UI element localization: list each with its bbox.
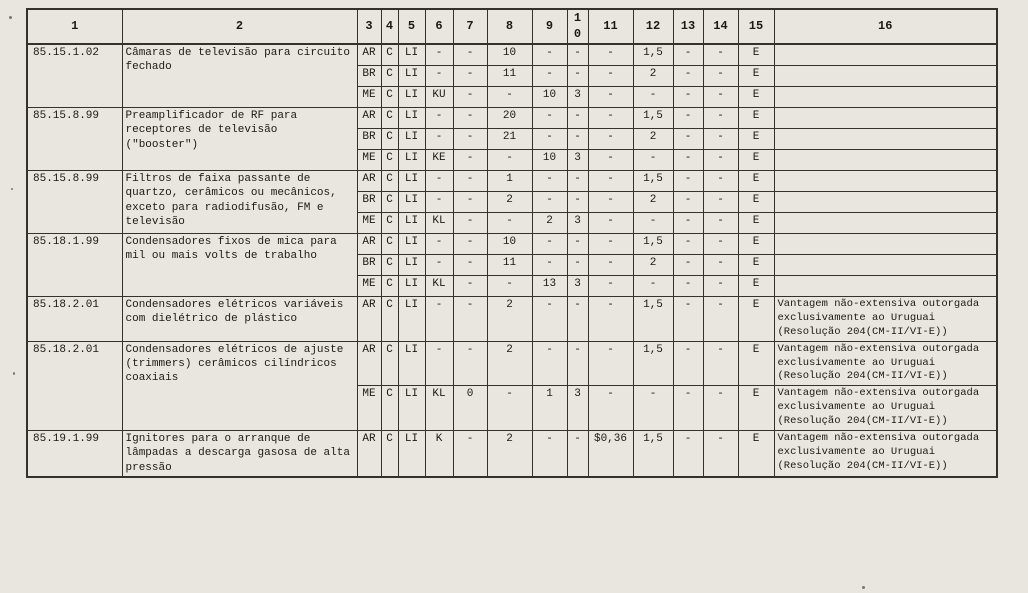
value-cell: - [588,276,633,297]
code-cell: 85.15.8.99 [27,108,122,171]
country-cell: AR [357,234,381,255]
value-cell: 3 [567,276,588,297]
value-cell: 20 [487,108,532,129]
value-cell: LI [398,66,425,87]
value-cell: - [588,341,633,386]
value-cell: C [381,108,398,129]
column-header: 16 [774,9,997,44]
value-cell: - [588,386,633,431]
value-cell: E [738,108,774,129]
value-cell: - [703,430,738,476]
value-cell: E [738,66,774,87]
value-cell: 1 [487,171,532,192]
value-cell: - [703,87,738,108]
description-cell: Ignitores para o arranque de lâmpadas a descarga gasosa de alta pressão [122,430,357,476]
value-cell: - [673,234,703,255]
code-cell: 85.18.1.99 [27,234,122,297]
value-cell: LI [398,234,425,255]
note-cell: Vantagem não-extensiva outorgada exclusivamente ao Uruguai (Resolução 204(CM-II/VI-E)) [774,430,997,476]
value-cell: 3 [567,386,588,431]
description-cell: Filtros de faixa passante de quartzo, cerâmicos ou mecânicos, exceto para radiodifusão, FM e televisão [122,171,357,234]
value-cell: - [673,192,703,213]
column-header: 5 [398,9,425,44]
value-cell: - [588,255,633,276]
value-cell: 11 [487,255,532,276]
note-cell [774,129,997,150]
note-cell: Vantagem não-extensiva outorgada exclusivamente ao Uruguai (Resolução 204(CM-II/VI-E)) [774,297,997,342]
value-cell: - [588,66,633,87]
value-cell: LI [398,430,425,476]
value-cell: 11 [487,66,532,87]
value-cell: - [453,44,487,66]
value-cell: - [487,213,532,234]
document-scan [26,8,998,478]
country-cell: BR [357,192,381,213]
value-cell: C [381,150,398,171]
value-cell: - [703,297,738,342]
value-cell: - [567,234,588,255]
description-cell: Condensadores elétricos variáveis com dielétrico de plástico [122,297,357,342]
description-cell: Condensadores fixos de mica para mil ou mais volts de trabalho [122,234,357,297]
value-cell: - [703,213,738,234]
country-cell: BR [357,129,381,150]
value-cell: - [453,255,487,276]
value-cell: 2 [633,255,673,276]
value-cell: 2 [487,341,532,386]
value-cell: - [453,192,487,213]
value-cell: 10 [532,87,567,108]
value-cell: LI [398,192,425,213]
value-cell: LI [398,255,425,276]
value-cell: - [673,66,703,87]
column-header: 9 [532,9,567,44]
value-cell: - [673,44,703,66]
value-cell: KL [425,213,453,234]
value-cell: - [703,276,738,297]
value-cell: - [567,171,588,192]
value-cell: - [567,108,588,129]
value-cell: 2 [487,192,532,213]
column-header: 12 [633,9,673,44]
country-cell: AR [357,430,381,476]
value-cell: 1,5 [633,108,673,129]
value-cell: - [532,66,567,87]
value-cell: C [381,297,398,342]
value-cell: - [532,255,567,276]
value-cell: 13 [532,276,567,297]
country-cell: ME [357,386,381,431]
value-cell: - [532,234,567,255]
value-cell: LI [398,129,425,150]
country-cell: AR [357,297,381,342]
value-cell: - [453,171,487,192]
scan-artifact [9,16,12,19]
value-cell: C [381,234,398,255]
value-cell: - [567,129,588,150]
note-cell: Vantagem não-extensiva outorgada exclusivamente ao Uruguai (Resolução 204(CM-II/VI-E)) [774,341,997,386]
value-cell: - [567,255,588,276]
scan-artifact [13,372,15,375]
value-cell: 1,5 [633,44,673,66]
value-cell: - [588,234,633,255]
value-cell: E [738,276,774,297]
value-cell: C [381,66,398,87]
column-header: 6 [425,9,453,44]
value-cell: C [381,255,398,276]
value-cell: E [738,192,774,213]
value-cell: - [532,192,567,213]
value-cell: E [738,87,774,108]
column-header: 8 [487,9,532,44]
column-header: 14 [703,9,738,44]
code-cell: 85.19.1.99 [27,430,122,476]
value-cell: - [425,192,453,213]
country-cell: AR [357,108,381,129]
value-cell: LI [398,276,425,297]
value-cell: E [738,255,774,276]
value-cell: 2 [487,430,532,476]
value-cell: 3 [567,150,588,171]
value-cell: - [673,341,703,386]
value-cell: - [453,150,487,171]
value-cell: E [738,150,774,171]
tariff-table [26,8,998,478]
country-cell: AR [357,44,381,66]
value-cell: C [381,276,398,297]
value-cell: - [425,108,453,129]
value-cell: 1,5 [633,297,673,342]
table-row [27,234,997,255]
country-cell: ME [357,150,381,171]
value-cell: - [673,108,703,129]
value-cell: 3 [567,87,588,108]
value-cell: - [588,213,633,234]
table-row [27,44,997,66]
value-cell: - [703,341,738,386]
value-cell: E [738,430,774,476]
value-cell: LI [398,108,425,129]
value-cell: - [425,171,453,192]
value-cell: E [738,341,774,386]
value-cell: E [738,234,774,255]
value-cell: - [425,66,453,87]
value-cell: - [532,108,567,129]
value-cell: - [673,150,703,171]
value-cell: 3 [567,213,588,234]
note-cell [774,108,997,129]
value-cell: - [633,213,673,234]
value-cell: - [425,341,453,386]
value-cell: 1,5 [633,341,673,386]
value-cell: - [532,129,567,150]
note-cell [774,171,997,192]
value-cell: - [673,297,703,342]
scan-artifact [862,586,865,589]
table-body [27,44,997,477]
country-cell: ME [357,213,381,234]
value-cell: E [738,129,774,150]
value-cell: - [487,276,532,297]
value-cell: LI [398,213,425,234]
value-cell: - [703,171,738,192]
value-cell: KU [425,87,453,108]
note-cell [774,66,997,87]
value-cell: - [453,108,487,129]
value-cell: LI [398,386,425,431]
table-row [27,108,997,129]
value-cell: - [567,44,588,66]
table-row [27,297,997,342]
value-cell: - [453,129,487,150]
value-cell: - [453,297,487,342]
value-cell: 2 [487,297,532,342]
value-cell: - [703,150,738,171]
value-cell: - [703,386,738,431]
value-cell: - [703,66,738,87]
country-cell: BR [357,255,381,276]
description-cell: Câmaras de televisão para circuito fechado [122,44,357,108]
value-cell: 1,5 [633,171,673,192]
value-cell: - [453,234,487,255]
note-cell [774,213,997,234]
value-cell: - [673,129,703,150]
value-cell: - [588,44,633,66]
column-header: 4 [381,9,398,44]
value-cell: - [673,171,703,192]
code-cell: 85.15.8.99 [27,171,122,234]
value-cell: - [588,129,633,150]
value-cell: E [738,386,774,431]
value-cell: - [703,44,738,66]
value-cell: - [588,150,633,171]
value-cell: - [633,386,673,431]
value-cell: - [673,213,703,234]
code-cell: 85.18.2.01 [27,341,122,430]
code-cell: 85.18.2.01 [27,297,122,342]
note-cell [774,255,997,276]
country-cell: BR [357,66,381,87]
column-header: 1 [27,9,122,44]
value-cell: - [703,108,738,129]
value-cell: - [673,276,703,297]
column-header: 2 [122,9,357,44]
value-cell: - [567,297,588,342]
value-cell: - [703,255,738,276]
value-cell: - [567,341,588,386]
country-cell: AR [357,341,381,386]
value-cell: - [532,430,567,476]
header-row [27,9,997,44]
value-cell: K [425,430,453,476]
value-cell: 2 [633,129,673,150]
value-cell: 10 [487,234,532,255]
note-cell: Vantagem não-extensiva outorgada exclusivamente ao Uruguai (Resolução 204(CM-II/VI-E)) [774,386,997,431]
value-cell: - [532,341,567,386]
value-cell: - [453,430,487,476]
value-cell: KE [425,150,453,171]
value-cell: 1 [532,386,567,431]
value-cell: - [633,150,673,171]
value-cell: - [567,192,588,213]
column-header: 15 [738,9,774,44]
country-cell: ME [357,87,381,108]
value-cell: - [532,44,567,66]
value-cell: - [453,213,487,234]
note-cell [774,276,997,297]
note-cell [774,150,997,171]
value-cell: 2 [633,66,673,87]
value-cell: C [381,192,398,213]
country-cell: AR [357,171,381,192]
value-cell: 21 [487,129,532,150]
column-header: 10 [567,9,588,44]
code-cell: 85.15.1.02 [27,44,122,108]
value-cell: E [738,44,774,66]
value-cell: C [381,171,398,192]
note-cell [774,192,997,213]
value-cell: C [381,430,398,476]
table-row [27,171,997,192]
value-cell: LI [398,87,425,108]
value-cell: - [487,87,532,108]
value-cell: - [532,171,567,192]
value-cell: E [738,171,774,192]
value-cell: - [425,44,453,66]
country-cell: ME [357,276,381,297]
value-cell: 2 [633,192,673,213]
value-cell: 2 [532,213,567,234]
value-cell: C [381,386,398,431]
value-cell: - [673,430,703,476]
value-cell: - [673,386,703,431]
value-cell: 1,5 [633,430,673,476]
note-cell [774,87,997,108]
value-cell: - [588,297,633,342]
value-cell: KL [425,386,453,431]
value-cell: - [588,171,633,192]
value-cell: - [425,255,453,276]
value-cell: E [738,213,774,234]
scan-artifact [11,188,13,190]
value-cell: C [381,213,398,234]
value-cell: 0 [453,386,487,431]
value-cell: - [673,87,703,108]
value-cell: 10 [532,150,567,171]
value-cell: C [381,87,398,108]
value-cell: LI [398,44,425,66]
value-cell: 10 [487,44,532,66]
value-cell: C [381,44,398,66]
value-cell: - [532,297,567,342]
value-cell: - [453,66,487,87]
value-cell: - [453,341,487,386]
value-cell: - [703,234,738,255]
description-cell: Preamplificador de RF para receptores de televisão ("booster") [122,108,357,171]
value-cell: - [487,386,532,431]
value-cell: - [703,192,738,213]
value-cell: - [487,150,532,171]
value-cell: - [588,87,633,108]
value-cell: - [673,255,703,276]
column-header: 3 [357,9,381,44]
column-header: 11 [588,9,633,44]
value-cell: - [425,129,453,150]
value-cell: - [703,129,738,150]
value-cell: LI [398,150,425,171]
value-cell: LI [398,171,425,192]
value-cell: KL [425,276,453,297]
value-cell: - [567,66,588,87]
value-cell: - [425,297,453,342]
column-header: 13 [673,9,703,44]
value-cell: - [453,87,487,108]
table-row [27,341,997,386]
value-cell: - [633,87,673,108]
value-cell: LI [398,297,425,342]
note-cell [774,234,997,255]
description-cell: Condensadores elétricos de ajuste (trimmers) cerâmicos cilíndricos coaxiais [122,341,357,430]
value-cell: C [381,129,398,150]
value-cell: - [567,430,588,476]
table-row [27,430,997,476]
value-cell: E [738,297,774,342]
value-cell: C [381,341,398,386]
value-cell: - [425,234,453,255]
value-cell: - [588,108,633,129]
value-cell: $0,36 [588,430,633,476]
value-cell: - [453,276,487,297]
value-cell: - [633,276,673,297]
note-cell [774,44,997,66]
value-cell: - [588,192,633,213]
value-cell: 1,5 [633,234,673,255]
column-header: 7 [453,9,487,44]
value-cell: LI [398,341,425,386]
